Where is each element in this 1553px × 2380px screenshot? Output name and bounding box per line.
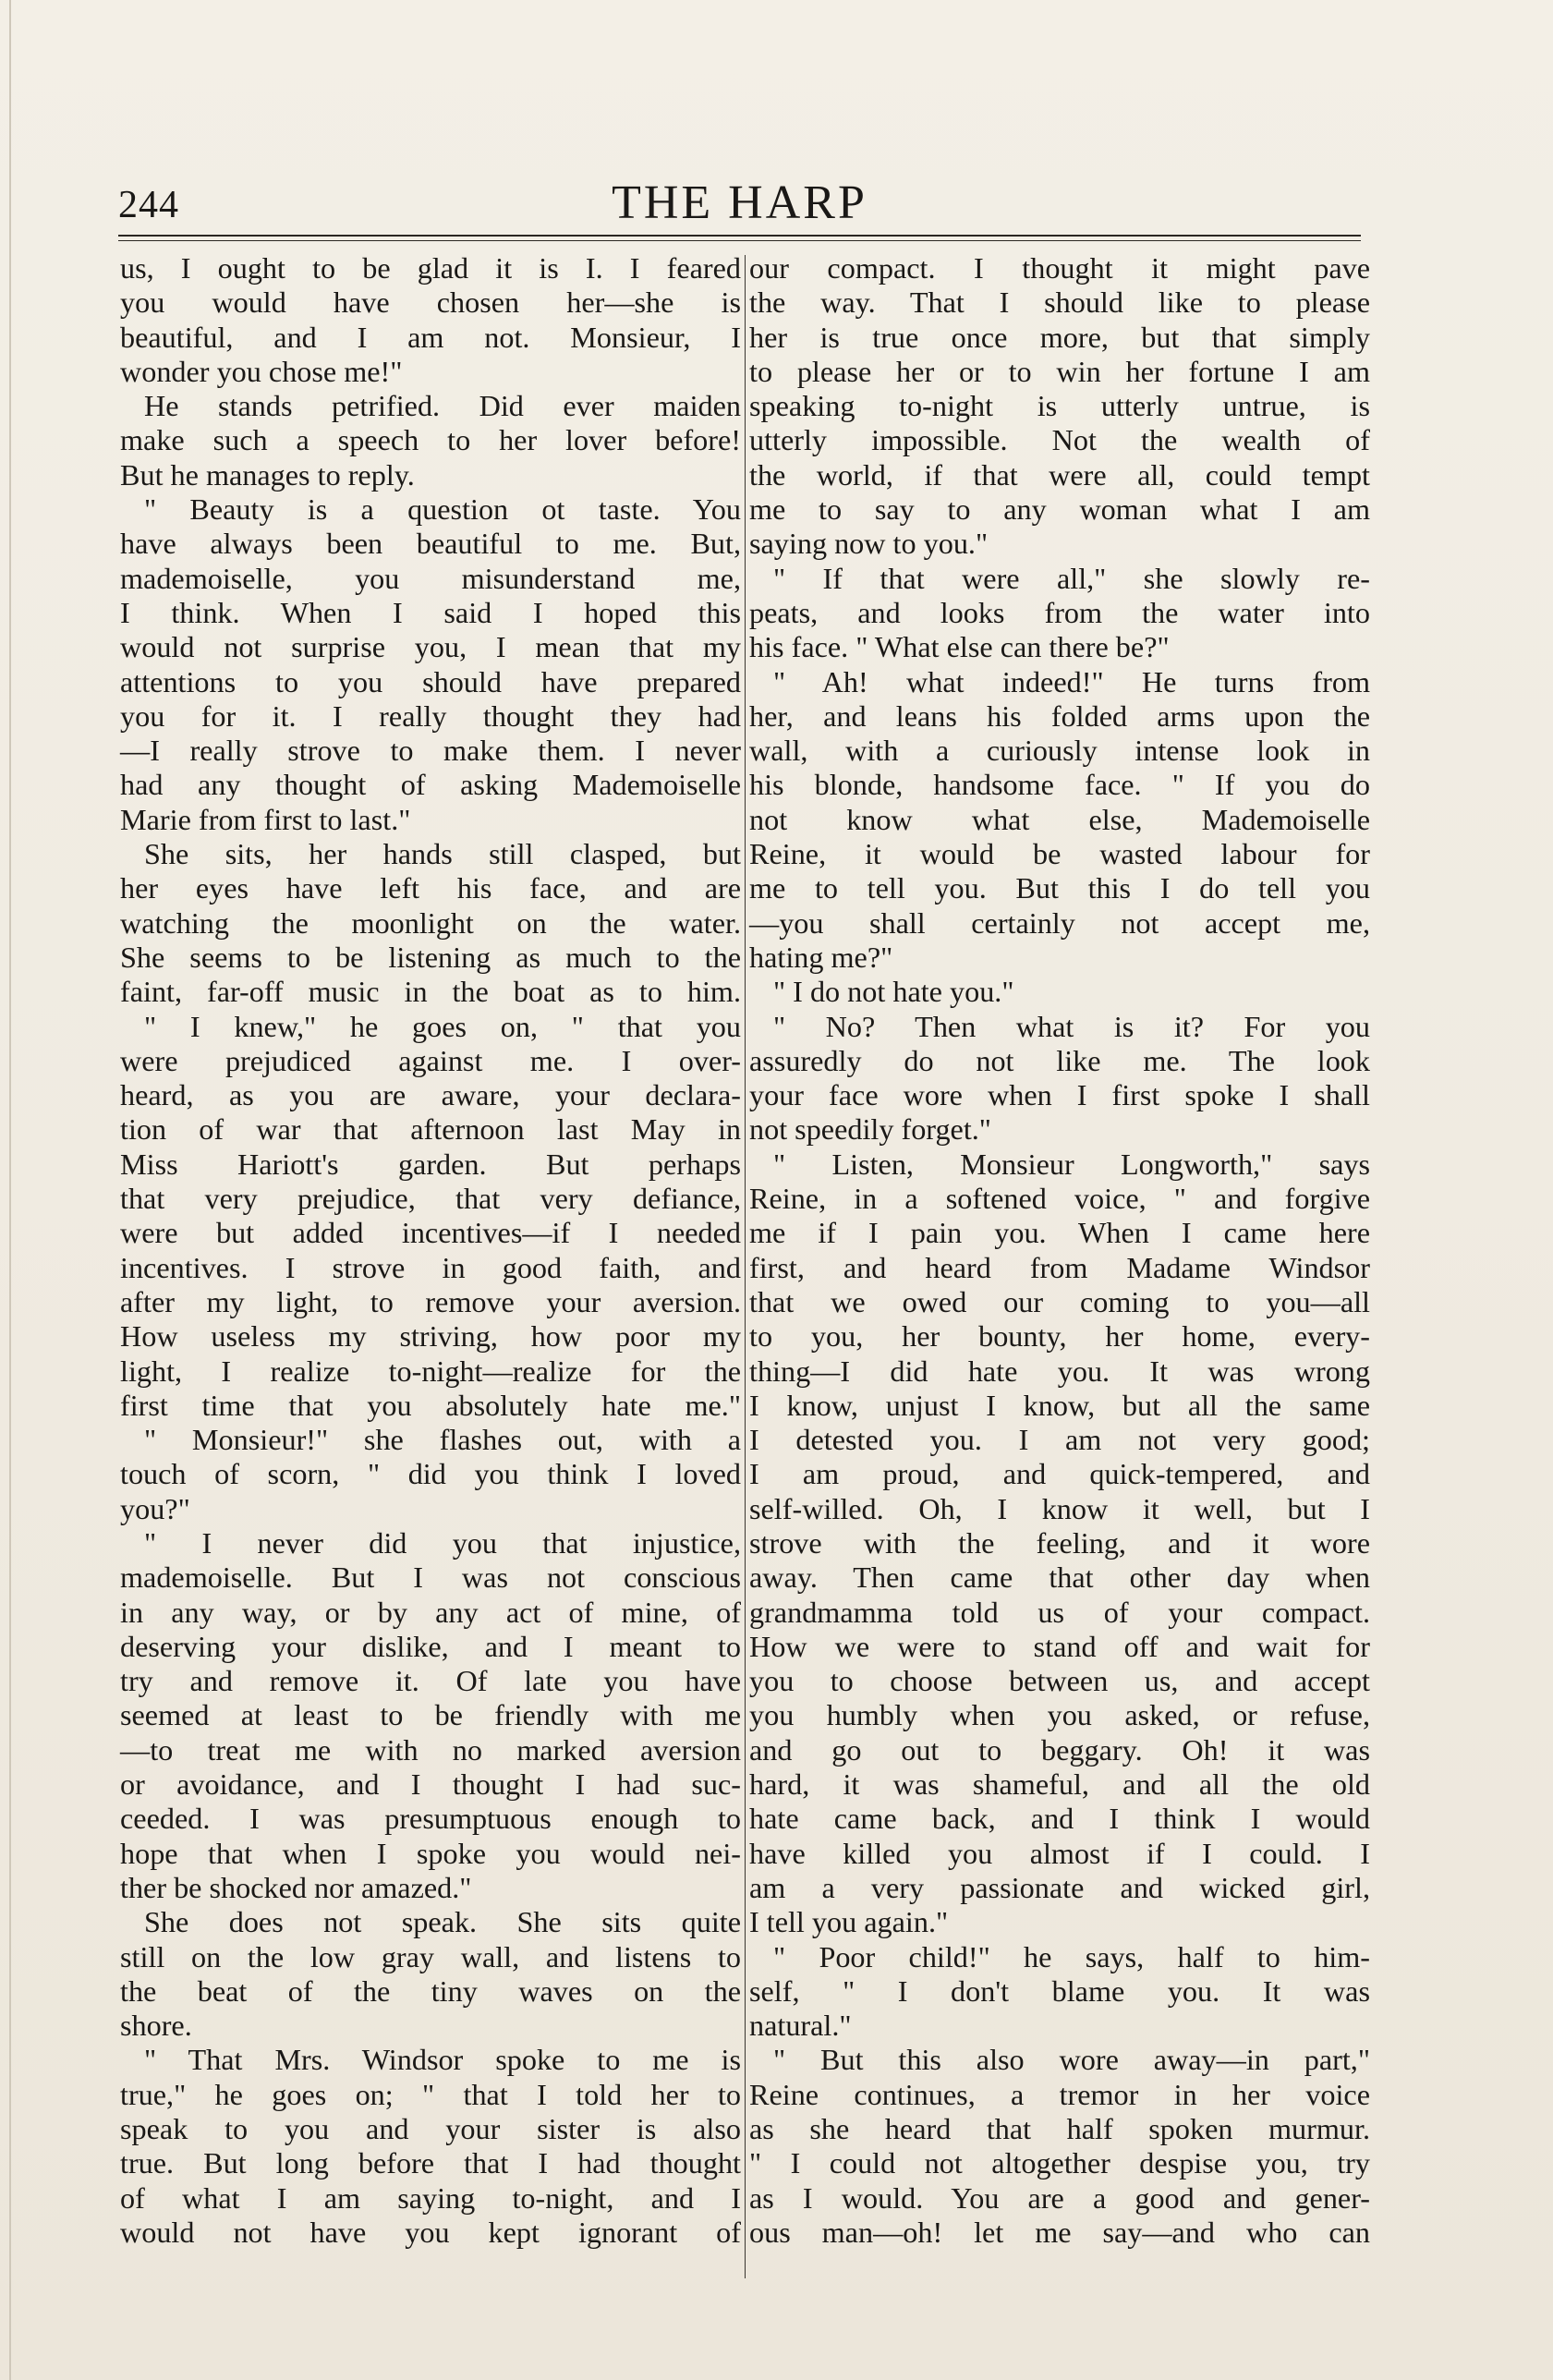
- page-header: [118, 176, 1361, 231]
- right-column-line: —you shall certainly not accept me,: [749, 905, 1370, 940]
- right-column-line: his face. " What else can there be?": [749, 630, 1170, 664]
- right-column-line: me to say to any woman what I am: [749, 492, 1370, 527]
- left-column-line: true," he goes on; " that I told her to: [120, 2077, 741, 2111]
- page-edge: [9, 0, 11, 2380]
- right-column-line: wall, with a curiously intense look in: [749, 734, 1370, 768]
- right-column-line: his blonde, handsome face. " If you do: [749, 768, 1370, 802]
- left-column-line: have always been beautiful to me. But,: [120, 527, 741, 561]
- left-column-line: " I knew," he goes on, " that you: [144, 1009, 741, 1043]
- left-column-line: were prejudiced against me. I over-: [120, 1043, 741, 1077]
- left-column-line: Miss Hariott's garden. But perhaps: [120, 1147, 741, 1181]
- left-column-line: light, I realize to-night—realize for the: [120, 1354, 741, 1388]
- right-column-line: that we owed our coming to you—all: [749, 1284, 1370, 1318]
- left-column-line: the beat of the tiny waves on the: [120, 1973, 741, 2008]
- right-column-line: " No? Then what is it? For you: [773, 1009, 1370, 1043]
- right-column-line: " I do not hate you.": [773, 975, 1014, 1009]
- left-column-line: make such a speech to her lover before!: [120, 423, 741, 457]
- left-column-line: still on the low gray wall, and listens to: [120, 1939, 741, 1973]
- header-rule: [118, 235, 1361, 237]
- left-column-line: watching the moonlight on the water.: [120, 905, 741, 940]
- right-column-line: your face wore when I first spoke I shall: [749, 1078, 1370, 1112]
- left-column-line: you for it. I really thought they had: [120, 698, 741, 733]
- right-column-line: hating me?": [749, 940, 893, 974]
- right-column-line: to please her or to win her fortune I am: [749, 354, 1370, 388]
- right-column-line: ous man—oh! let me say—and who can: [749, 2215, 1370, 2249]
- right-column-line: strove with the feeling, and it wore: [749, 1525, 1370, 1560]
- right-column-line: not know what else, Mademoiselle: [749, 802, 1370, 836]
- right-column-line: I know, unjust I know, but all the same: [749, 1388, 1370, 1422]
- left-column-line: shore.: [120, 2009, 192, 2043]
- right-column-line: hate came back, and I think I would: [749, 1802, 1370, 1836]
- right-column-line: " If that were all," she slowly re-: [773, 561, 1370, 595]
- left-column-line: —I really strove to make them. I never: [120, 734, 741, 768]
- left-column-line: were but added incentives—if I needed: [120, 1216, 741, 1250]
- left-column-line: She sits, her hands still clasped, but: [144, 837, 741, 871]
- left-column-line: that very prejudice, that very defiance,: [120, 1182, 741, 1216]
- left-column-line: " Beauty is a question ot taste. You: [144, 492, 741, 527]
- column-divider: [745, 255, 746, 2278]
- right-column-line: am a very passionate and wicked girl,: [749, 1870, 1370, 1904]
- left-column-line: seemed at least to be friendly with me: [120, 1698, 741, 1732]
- right-column-line: me if I pain you. When I came here: [749, 1216, 1370, 1250]
- right-column-line: I am proud, and quick-tempered, and: [749, 1457, 1370, 1491]
- left-column-line: would not have you kept ignorant of: [120, 2215, 741, 2249]
- right-column-line: hard, it was shameful, and all the old: [749, 1767, 1370, 1802]
- right-column-line: as I would. You are a good and gener-: [749, 2180, 1370, 2215]
- left-column-line: mademoiselle, you misunderstand me,: [120, 561, 741, 595]
- right-column-line: natural.": [749, 2009, 852, 2043]
- right-column-line: away. Then came that other day when: [749, 1560, 1370, 1595]
- right-column-line: the way. That I should like to please: [749, 285, 1370, 320]
- left-column: [120, 251, 741, 2250]
- left-column-line: He stands petrified. Did ever maiden: [144, 389, 741, 423]
- right-column-line: to you, her bounty, her home, every-: [749, 1319, 1370, 1354]
- left-column-line: I think. When I said I hoped this: [120, 595, 741, 629]
- right-column-line: grandmamma told us of your compact.: [749, 1595, 1370, 1629]
- right-column-line: I detested you. I am not very good;: [749, 1423, 1370, 1457]
- left-column-line: incentives. I strove in good faith, and: [120, 1250, 741, 1284]
- left-column-line: " I never did you that injustice,: [144, 1525, 741, 1560]
- left-column-line: How useless my striving, how poor my: [120, 1319, 741, 1354]
- left-column-line: deserving your dislike, and I meant to: [120, 1629, 741, 1663]
- right-column-line: Reine continues, a tremor in her voice: [749, 2077, 1370, 2111]
- left-column-line: try and remove it. Of late you have: [120, 1664, 741, 1698]
- right-column-line: I tell you again.": [749, 1905, 949, 1939]
- left-column-line: She does not speak. She sits quite: [144, 1905, 741, 1939]
- left-column-line: Marie from first to last.": [120, 802, 411, 836]
- left-column-line: us, I ought to be glad it is I. I feared: [120, 251, 741, 285]
- right-column-line: Reine, in a softened voice, " and forgive: [749, 1182, 1370, 1216]
- left-column-line: after my light, to remove your aversion.: [120, 1284, 741, 1318]
- left-column-line: touch of scorn, " did you think I loved: [120, 1457, 741, 1491]
- right-column-line: Reine, it would be wasted labour for: [749, 837, 1370, 871]
- right-column-line: " I could not altogether despise you, try: [749, 2146, 1370, 2180]
- right-column-line: " Ah! what indeed!" He turns from: [773, 664, 1370, 698]
- header-rule-thin: [118, 240, 1361, 241]
- page-number: 244: [118, 184, 179, 226]
- right-column-line: the world, if that were all, could tempt: [749, 457, 1370, 492]
- left-column-line: ther be shocked nor amazed.": [120, 1870, 472, 1904]
- left-column-line: ceeded. I was presumptuous enough to: [120, 1802, 741, 1836]
- left-column-line: hope that when I spoke you would nei-: [120, 1836, 741, 1870]
- left-column-line: faint, far-off music in the boat as to him.: [120, 975, 741, 1009]
- right-column-line: first, and heard from Madame Windsor: [749, 1250, 1370, 1284]
- right-column-line: her, and leans his folded arms upon the: [749, 698, 1370, 733]
- right-column-line: and go out to beggary. Oh! it was: [749, 1732, 1370, 1767]
- right-column: [749, 251, 1370, 2250]
- right-column-line: self-willed. Oh, I know it well, but I: [749, 1491, 1370, 1525]
- right-column-line: her is true once more, but that simply: [749, 320, 1370, 354]
- right-column-line: have killed you almost if I could. I: [749, 1836, 1370, 1870]
- left-column-line: you?": [120, 1491, 190, 1525]
- left-column-line: in any way, or by any act of mine, of: [120, 1595, 741, 1629]
- left-column-line: beautiful, and I am not. Monsieur, I: [120, 320, 741, 354]
- right-column-line: utterly impossible. Not the wealth of: [749, 423, 1370, 457]
- right-column-line: assuredly do not like me. The look: [749, 1043, 1370, 1077]
- left-column-line: you would have chosen her—she is: [120, 285, 741, 320]
- left-column-line: She seems to be listening as much to the: [120, 940, 741, 974]
- right-column-line: saying now to you.": [749, 527, 989, 561]
- right-column-line: self, " I don't blame you. It was: [749, 1973, 1370, 2008]
- left-column-line: But he manages to reply.: [120, 457, 415, 492]
- left-column-line: her eyes have left his face, and are: [120, 871, 741, 905]
- right-column-line: peats, and looks from the water into: [749, 595, 1370, 629]
- right-column-line: " Poor child!" he says, half to him-: [773, 1939, 1370, 1973]
- left-column-line: first time that you absolutely hate me.": [120, 1388, 741, 1422]
- right-column-line: you to choose between us, and accept: [749, 1664, 1370, 1698]
- left-column-line: would not surprise you, I mean that my: [120, 630, 741, 664]
- right-column-line: as she heard that half spoken murmur.: [749, 2112, 1370, 2146]
- left-column-line: had any thought of asking Mademoiselle: [120, 768, 741, 802]
- left-column-line: " That Mrs. Windsor spoke to me is: [144, 2043, 741, 2077]
- right-column-line: you humbly when you asked, or refuse,: [749, 1698, 1370, 1732]
- left-column-line: heard, as you are aware, your declara-: [120, 1078, 741, 1112]
- left-column-line: —to treat me with no marked aversion: [120, 1732, 741, 1767]
- right-column-line: " Listen, Monsieur Longworth," says: [773, 1147, 1370, 1181]
- right-column-line: How we were to stand off and wait for: [749, 1629, 1370, 1663]
- running-title: THE HARP: [612, 176, 867, 229]
- right-column-line: " But this also wore away—in part,": [773, 2043, 1370, 2077]
- left-column-line: speak to you and your sister is also: [120, 2112, 741, 2146]
- right-column-line: not speedily forget.": [749, 1112, 991, 1147]
- left-column-line: attentions to you should have prepared: [120, 664, 741, 698]
- left-column-line: " Monsieur!" she flashes out, with a: [144, 1423, 741, 1457]
- text-columns: [120, 251, 1370, 2284]
- left-column-line: of what I am saying to-night, and I: [120, 2180, 741, 2215]
- left-column-line: true. But long before that I had thought: [120, 2146, 741, 2180]
- left-column-line: or avoidance, and I thought I had suc-: [120, 1767, 741, 1802]
- left-column-line: tion of war that afternoon last May in: [120, 1112, 741, 1147]
- right-column-line: thing—I did hate you. It was wrong: [749, 1354, 1370, 1388]
- right-column-line: speaking to-night is utterly untrue, is: [749, 389, 1370, 423]
- left-column-line: mademoiselle. But I was not conscious: [120, 1560, 741, 1595]
- right-column-line: our compact. I thought it might pave: [749, 251, 1370, 285]
- right-column-line: me to tell you. But this I do tell you: [749, 871, 1370, 905]
- left-column-line: wonder you chose me!": [120, 354, 403, 388]
